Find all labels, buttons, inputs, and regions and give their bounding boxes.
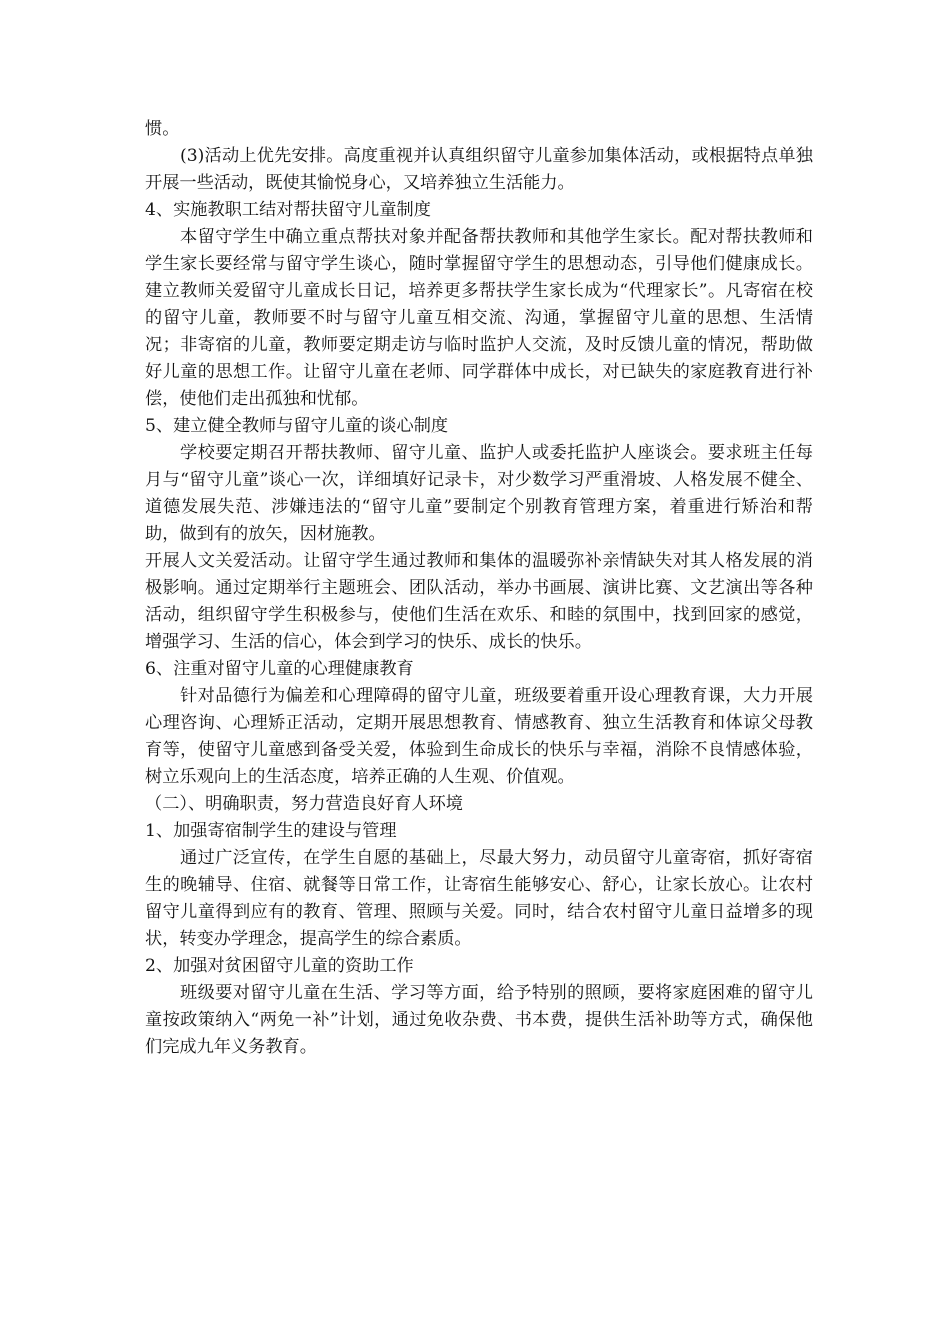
section-heading-5: 5、建立健全教师与留守儿童的谈心制度 [145,416,449,436]
paragraph-humanistic-care: 开展人文关爱活动。让留守学生通过教师和集体的温暖弥补亲情缺失对其人格发展的消极影响。通过定期举行主题班会、团队活动，举办书画展、演讲比赛、文艺演出等各种活动，组织留守学生积极参与，使他们生活在欢乐、和睦的氛围中，找到回家的感觉，增强学习、生活的信心，体会到学习的快乐、成长的快乐。 [145,551,813,652]
paragraph-continued: 惯。 [145,119,180,139]
section-heading-4: 4、实施教职工结对帮扶留守儿童制度 [145,200,431,220]
document-page [145,116,813,1061]
paragraph-pairing-support: 本留守学生中确立重点帮扶对象并配备帮扶教师和其他学生家长。配对帮扶教师和学生家长要经常与留守学生谈心，随时掌握留守学生的思想动态，引导他们健康成长。建立教师关爱留守儿童成长日记，培养更多帮扶学生家长成为“代理家长”。凡寄宿在校的留守儿童，教师要不时与留守儿童互相交流、沟通，掌握留守儿童的思想、生活情况；非寄宿的儿童，教师要定期走访与临时监护人交流，及时反馈儿童的情况，帮助做好儿童的思想工作。让留守儿童在老师、同学群体中成长，对已缺失的家庭教育进行补偿，使他们走出孤独和忧郁。 [145,227,813,409]
paragraph-mental-health: 针对品德行为偏差和心理障碍的留守儿童，班级要着重开设心理教育课，大力开展心理咨询、心理矫正活动，定期开展思想教育、情感教育、独立生活教育和体谅父母教育等，使留守儿童感到备受关爱，体验到生命成长的快乐与幸福，消除不良情感体验，树立乐观向上的生活态度，培养正确的人生观、价值观。 [145,686,813,787]
paragraph-heart-talk: 学校要定期召开帮扶教师、留守儿童、监护人或委托监护人座谈会。要求班主任每月与“留守儿童”谈心一次，详细填好记录卡，对少数学习严重滑坡、人格发展不健全、道德发展失范、涉嫌违法的“留守儿童”要制定个别教育管理方案，着重进行矫治和帮助，做到有的放矢，因材施教。 [145,443,813,544]
section-heading-2: 2、加强对贫困留守儿童的资助工作 [145,956,414,976]
section-heading-6: 6、注重对留守儿童的心理健康教育 [145,659,414,679]
paragraph-financial-aid: 班级要对留守儿童在生活、学习等方面，给予特别的照顾，要将家庭困难的留守儿童按政策纳入“两免一补”计划，通过免收杂费、书本费，提供生活补助等方式，确保他们完成九年义务教育。 [145,983,813,1057]
paragraph-boarding: 通过广泛宣传，在学生自愿的基础上，尽最大努力，动员留守儿童寄宿，抓好寄宿生的晚辅导、住宿、就餐等日常工作，让寄宿生能够安心、舒心，让家长放心。让农村留守儿童得到应有的教育、管理、照顾与关爱。同时，结合农村留守儿童日益增多的现状，转变办学理念，提高学生的综合素质。 [145,848,813,949]
section-heading-1: 1、加强寄宿制学生的建设与管理 [145,821,397,841]
paragraph-activity-priority: (3)活动上优先安排。高度重视并认真组织留守儿童参加集体活动，或根据特点单独开展一些活动，既使其愉悦身心，又培养独立生活能力。 [145,146,813,193]
section-heading-part-2: （二）、明确职责，努力营造良好育人环境 [145,794,463,814]
